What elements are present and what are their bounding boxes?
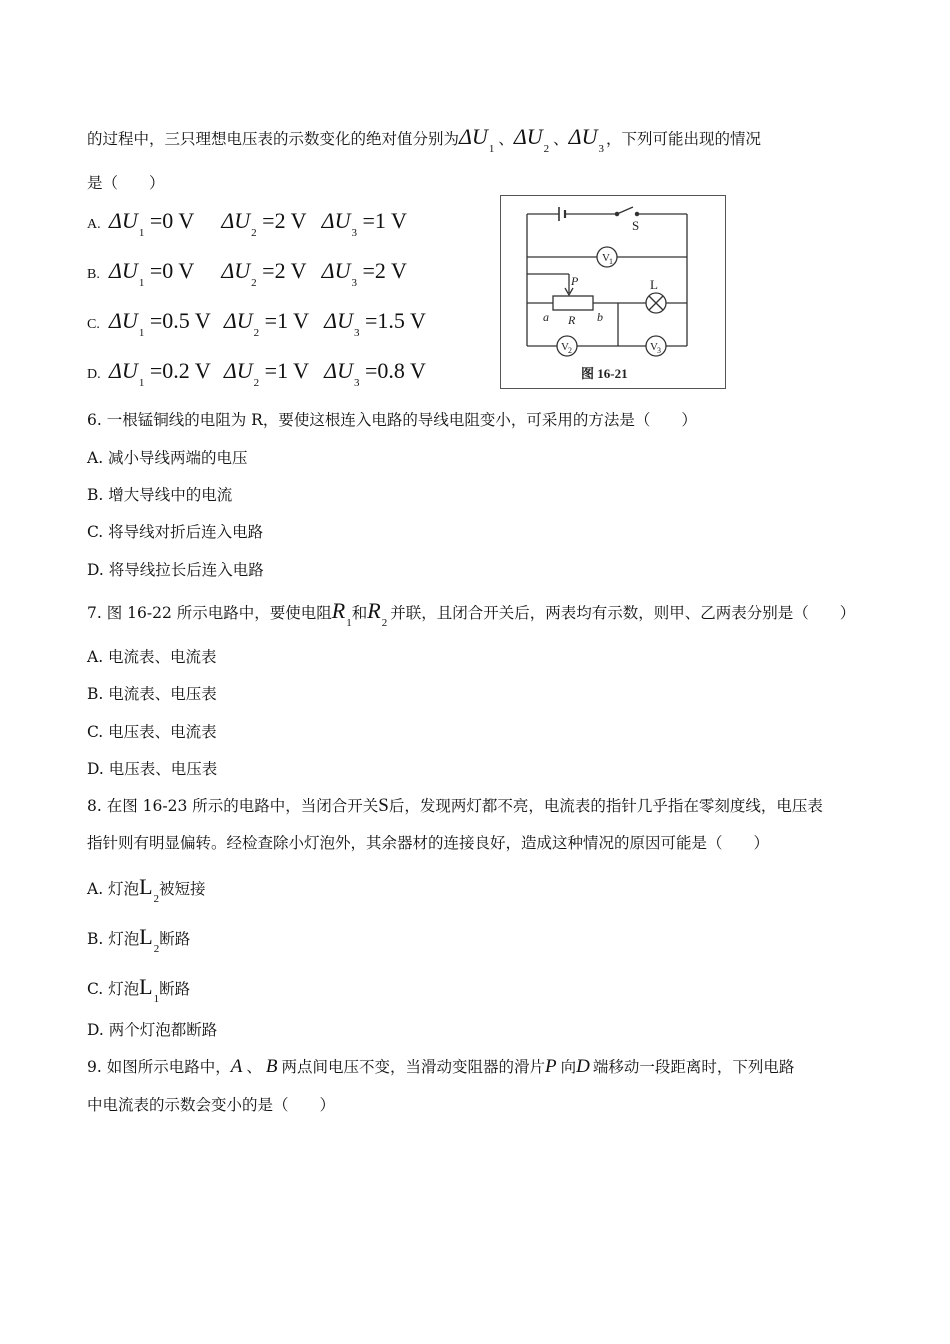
q5-option-d: D. $\Delta U_1 =0.2$ V $\Delta U_2 =1$ V $\Delta U_3 =0.8$ V <box>87 358 426 389</box>
svg-text:3: 3 <box>657 346 661 355</box>
q6-option-d: D. 将导线拉长后连入电路 <box>87 561 264 579</box>
delta-u2: ΔU <box>513 124 543 149</box>
q8-stem-line2: 指针则有明显偏转。经检查除小灯泡外，其余器材的连接良好，造成这种情况的原因可能是（ ） <box>87 834 770 852</box>
fig-label-p: P <box>571 274 579 288</box>
q6-option-b: B. 增大导线中的电流 <box>87 486 233 504</box>
fig-label-s: S <box>632 218 640 233</box>
circuit-diagram <box>501 196 725 388</box>
delta-u1: ΔU <box>459 124 488 149</box>
fig-label-r: R <box>568 313 576 327</box>
q6-stem: 6. 一根锰铜线的电阻为 R，要使这根连入电路的导线电阻变小，可采用的方法是（ ） <box>87 411 697 429</box>
q5-option-c: C. $\Delta U_1 =0.5$ V $\Delta U_2 =1$ V $\Delta U_3 =1.5$ V <box>87 308 426 339</box>
q5-stem-prefix: 的过程中，三只理想电压表的示数变化的绝对值分别为 <box>87 130 460 148</box>
q5-stem-line2: 是（ ） <box>87 174 165 192</box>
q7-option-c: C. 电压表、电流表 <box>87 723 217 741</box>
svg-text:V: V <box>602 252 610 264</box>
fig-label-a: a <box>543 310 549 324</box>
fig-label-b: b <box>597 310 603 324</box>
q7-option-d: D. 电压表、电压表 <box>87 760 218 778</box>
q9-stem-line1: 9. 如图所示电路中，A 、 B 两点间电压不变，当滑动变阻器的滑片P 向D 端移动一段距离时，下列电路 <box>87 1056 795 1077</box>
fig-label-l: L <box>650 277 658 292</box>
q5-stem-suffix: ，下列可能出现的情况 <box>605 130 761 148</box>
q7-option-b: B. 电流表、电压表 <box>87 685 217 703</box>
svg-text:1: 1 <box>609 257 613 266</box>
q8-stem-line1: 8. 在图 16-23 所示的电路中，当闭合开关S后，发现两灯都不亮，电流表的指针几乎指在零刻度线，电压表 <box>87 795 823 816</box>
q5-stem-line1: 的过程中，三只理想电压表的示数变化的绝对值分别为$\Delta U_1$、$\Delta U_2$、$\Delta U_3$，下列可能出现的情况 <box>87 124 761 155</box>
q8-option-c: C. 灯泡$L_1$断路 <box>87 974 191 1005</box>
q7-stem: 7. 图 16-22 所示电路中，要使电阻$R_1$和$R_2$并联，且闭合开关后，两表均有示数，则甲、乙两表分别是（ ） <box>87 598 856 629</box>
delta-u3: ΔU <box>568 124 598 149</box>
q8-option-d: D. 两个灯泡都断路 <box>87 1021 218 1039</box>
q8-option-a: A. 灯泡$L_2$被短接 <box>87 874 206 905</box>
svg-text:V: V <box>650 341 658 353</box>
q6-option-c: C. 将导线对折后连入电路 <box>87 523 264 541</box>
q5-option-b: B. $\Delta U_1 =0$ V $\Delta U_2 =2$ V $\Delta U_3 =2$ V <box>87 258 407 289</box>
circuit-figure-16-21 <box>500 195 726 389</box>
q5-option-a: A. $\Delta U_1 =0$ V $\Delta U_2 =2$ V $\Delta U_3 =1$ V <box>87 208 407 239</box>
rheostat-icon <box>553 296 593 310</box>
q6-option-a: A. 减小导线两端的电压 <box>87 449 248 467</box>
figure-caption: 图 16-21 <box>581 366 628 381</box>
svg-text:V: V <box>561 341 569 353</box>
q8-option-b: B. 灯泡$L_2$断路 <box>87 924 191 955</box>
q7-option-a: A. 电流表、电流表 <box>87 648 217 666</box>
q9-stem-line2: 中电流表的示数会变小的是（ ） <box>87 1096 336 1114</box>
svg-text:2: 2 <box>568 346 572 355</box>
